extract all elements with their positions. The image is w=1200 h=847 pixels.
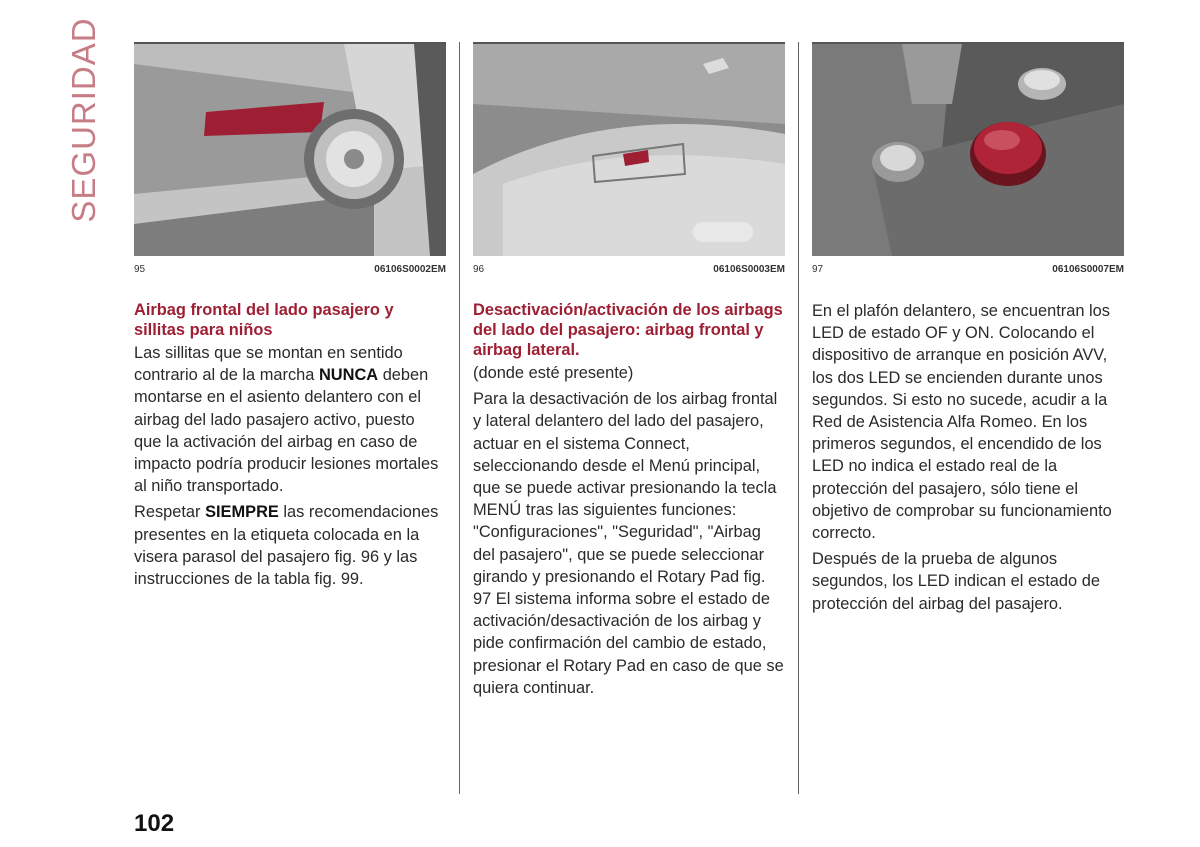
ceiling-light-illustration: [473, 44, 785, 256]
paragraph: Las sillitas que se montan en sentido contrario al de la marcha NUNCA deben montarse en el asiento delantero con el airbag del lado pasajero activo, puesto que la activación del airbag en caso de impacto podría producir lesiones mortales al niño transportado.: [134, 344, 439, 496]
figure-caption: [134, 264, 446, 278]
paragraph: (donde esté presente): [473, 364, 634, 382]
section-heading: Airbag frontal del lado pasajero y sillitas para niños: [134, 301, 394, 339]
paragraph: Respetar SIEMPRE las recomendaciones presentes en la etiqueta colocada en la visera parasol del pasajero fig. 96 y las instrucciones de la tabla fig. 99.: [134, 503, 439, 589]
figure-97-image: [812, 42, 1124, 256]
column-1: [134, 42, 446, 594]
figure-code: 06106S0007EM: [1052, 264, 1124, 275]
figure-caption: [473, 264, 785, 278]
section-text: [473, 300, 785, 699]
section-text: [812, 300, 1124, 615]
figure-number: 95: [134, 264, 146, 275]
rotary-pad-illustration: [812, 44, 1124, 256]
paragraph: Después de la prueba de algunos segundos, los LED indican el estado de protección del airbag del pasajero.: [812, 550, 1100, 613]
section-tab-label: SEGURIDAD: [65, 17, 102, 223]
dashboard-airbag-illustration: [134, 44, 446, 256]
figure-caption: [812, 264, 1124, 278]
figure-number: 97: [812, 264, 824, 275]
paragraph: En el plafón delantero, se encuentran los LED de estado OF y ON. Colocando el dispositivo de arranque en posición AVV, los dos LED se encienden durante unos segundos. Si esto no sucede, acudir a la Red de Asistencia Alfa Romeo. En los primeros segundos, el encendido de los LED no indica el estado real de la protección del pasajero, sólo tiene el objetivo de comprobar su funcionamiento correcto.: [812, 302, 1112, 543]
page-number: 102: [134, 810, 175, 837]
figure-95-image: [134, 42, 446, 256]
column-2: [473, 42, 785, 703]
column-3: [812, 42, 1124, 619]
section-heading: Desactivación/activación de los airbags del lado del pasajero: airbag frontal y airbag lateral.: [473, 301, 783, 359]
section-text: [134, 300, 446, 590]
figure-code: 06106S0003EM: [713, 264, 785, 275]
figure-96-image: [473, 42, 785, 256]
section-tab: [62, 17, 106, 223]
paragraph: Para la desactivación de los airbag frontal y lateral delantero del lado del pasajero, actuar en el sistema Connect, seleccionando desde el Menú principal, que se puede activar presionando la tecla MENÚ tras las siguientes funciones: "Configuraciones", "Seguridad", "Airbag del pasajero", que se puede seleccionar girando y presionando el Rotary Pad fig. 97 El sistema informa sobre el estado de activación/desactivación de los airbag y pide confirmación del cambio de estado, presionar el Rotary Pad en caso de que se quiera continuar.: [473, 390, 784, 697]
column-divider: [798, 42, 799, 794]
figure-number: 96: [473, 264, 485, 275]
figure-code: 06106S0002EM: [374, 264, 446, 275]
column-divider: [459, 42, 460, 794]
